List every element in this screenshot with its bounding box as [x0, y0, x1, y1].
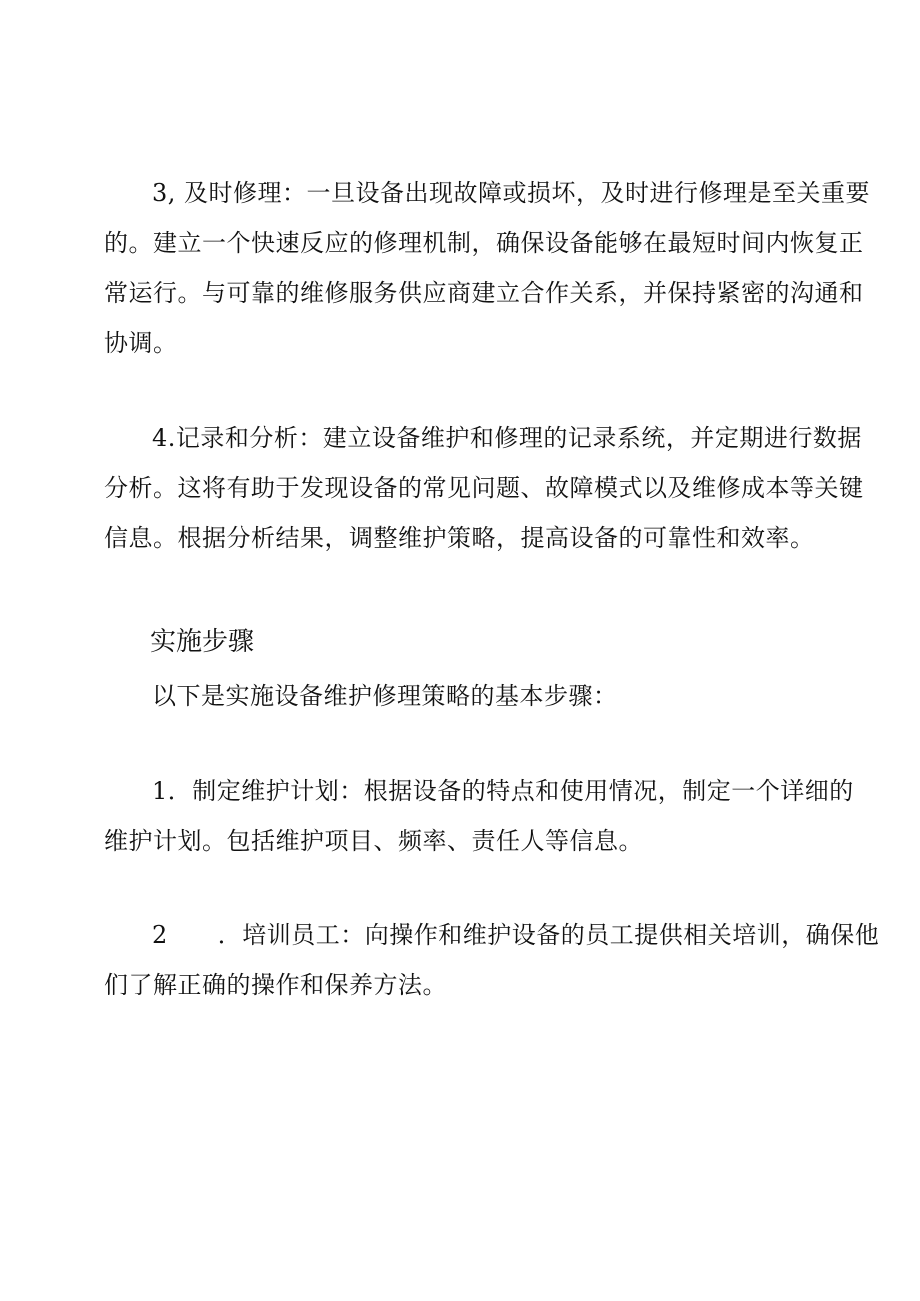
text-line: 的。建立一个快速反应的修理机制，确保设备能够在最短时间内恢复正	[104, 229, 864, 257]
text-line	[104, 910, 880, 960]
step-1-paragraph	[104, 766, 854, 866]
paragraph-record-analysis	[104, 413, 864, 563]
text-line: 分析。这将有助于发现设备的常见问题、故障模式以及维修成本等关键	[104, 474, 864, 502]
step-number: 2	[152, 921, 168, 949]
step-text: ．培训员工：向操作和维护设备的员工提供相关培训，确保他	[217, 921, 880, 949]
text-line: 协调。	[104, 329, 178, 357]
text-line: 们了解正确的操作和保养方法。	[104, 971, 447, 999]
text-line: 维护计划。包括维护项目、频率、责任人等信息。	[104, 827, 643, 855]
text-line: 常运行。与可靠的维修服务供应商建立合作关系，并保持紧密的沟通和	[104, 279, 864, 307]
section-heading: 实施步骤	[150, 627, 255, 657]
text-line: 3, 及时修理：一旦设备出现故障或损坏，及时进行修理是至关重要	[152, 179, 871, 207]
text-line: 1．制定维护计划：根据设备的特点和使用情况，制定一个详细的	[152, 777, 854, 805]
step-2-paragraph	[104, 910, 880, 1010]
intro-text: 以下是实施设备维护修理策略的基本步骤：	[152, 682, 618, 710]
text-line: 信息。根据分析结果，调整维护策略，提高设备的可靠性和效率。	[104, 524, 815, 552]
text-line: 4.记录和分析：建立设备维护和修理的记录系统，并定期进行数据	[152, 424, 862, 452]
paragraph-timely-repair	[104, 168, 871, 368]
